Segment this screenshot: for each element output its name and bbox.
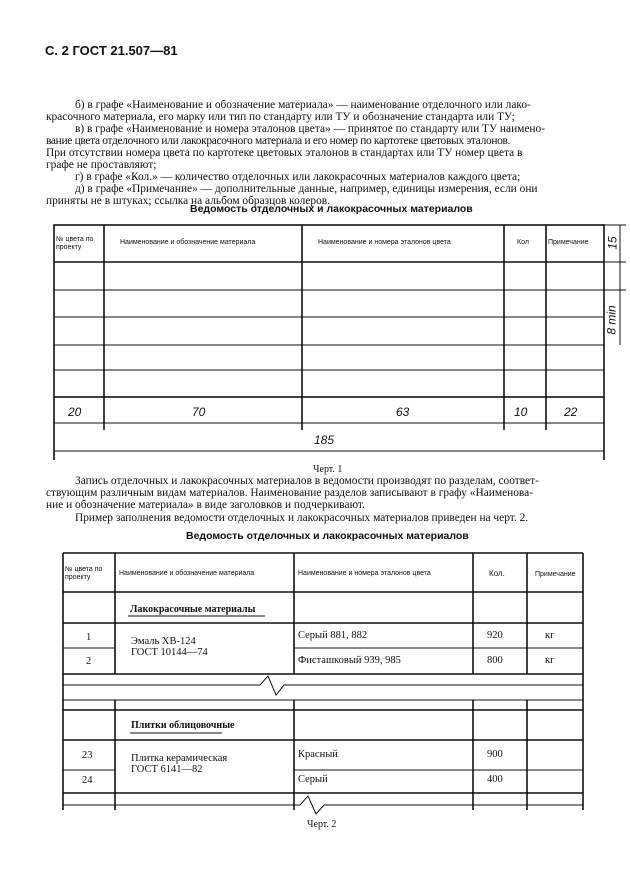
column-header-color: Наименование и номера эталонов цвета: [298, 570, 431, 577]
color-name: Красный: [298, 749, 338, 760]
table1-title: Ведомость отделочных и лакокрасочных материалов: [190, 203, 473, 215]
material-name: Плитка керамическая: [131, 753, 228, 764]
column-header-number: № цвета по проекту: [65, 566, 103, 581]
column-header-qty: Кол: [517, 239, 529, 246]
header-height-label: 15: [605, 236, 620, 250]
paragraph-line: ние и обозначение материала» в виде заголовков и подчеркивают.: [46, 499, 365, 511]
color-name: Серый 881, 882: [298, 630, 368, 641]
row-number: 2: [86, 656, 92, 667]
paragraph-line: При отсутствии номера цвета по картотеке цветовых эталонов в стандартах или ТУ номер цвета в: [46, 147, 523, 159]
paragraph-line: Пример заполнения ведомости отделочных и лакокрасочных материалов приведен на черт. 2.: [75, 512, 529, 524]
column-header-note: Примечание: [548, 239, 589, 246]
row-number: 24: [82, 775, 93, 786]
row-height-label: 8 min: [604, 305, 619, 335]
column-header-color: Наименование и номера эталонов цвета: [318, 239, 451, 246]
column-header-qty: Кол.: [489, 569, 505, 578]
section-heading: Плитки облицовочные: [131, 720, 235, 731]
dimension-label: 63: [396, 405, 410, 419]
row-number: 1: [86, 632, 92, 643]
paragraph-line: вание цвета отделочного или лакокрасочного материала и его номер по картотеке цветовых эталонов.: [46, 135, 511, 147]
unit: кг: [545, 655, 555, 666]
material-name: Эмаль ХВ-124: [131, 636, 196, 647]
dimension-label: 22: [564, 405, 578, 419]
figure-caption-2: Черт. 2: [307, 819, 337, 830]
column-header-note: Примечание: [535, 571, 576, 578]
paragraph-line: д) в графе «Примечание» — дополнительные данные, например, единицы измерения, если они: [75, 183, 538, 195]
paragraph-line: б) в графе «Наименование и обозначение материала» — наименование отделочного или лако-: [75, 99, 531, 111]
quantity: 400: [487, 774, 503, 785]
column-header-material: Наименование и обозначение материала: [120, 239, 256, 246]
paragraph-line: красочного материала, его марку или тип по стандарту или ТУ и обозначение стандарта или ТУ;: [46, 111, 515, 123]
section-heading: Лакокрасочные материалы: [130, 604, 256, 615]
material-standard: ГОСТ 6141—82: [131, 764, 203, 775]
column-header-material: Наименование и обозначение материала: [119, 570, 255, 577]
figure-caption-1: Черт. 1: [313, 464, 343, 475]
page-header: С. 2 ГОСТ 21.507—81: [45, 43, 178, 58]
quantity: 920: [487, 630, 503, 641]
material-standard: ГОСТ 10144—74: [131, 647, 208, 658]
paragraph-line: в) в графе «Наименование и номера эталонов цвета» — принятое по стандарту или ТУ наимено-: [75, 123, 546, 135]
dimension-label: 10: [514, 405, 528, 419]
table2-title: Ведомость отделочных и лакокрасочных материалов: [186, 530, 469, 542]
dimension-label: 20: [68, 405, 82, 419]
dimension-label: 70: [192, 405, 206, 419]
paragraph-line: приняты не в штуках; ссылка на альбом образцов колеров.: [46, 195, 331, 207]
paragraph-line: графе не проставляют;: [46, 159, 157, 171]
column-header-number: № цвета по проекту: [56, 236, 94, 251]
paragraph-line: Запись отделочных и лакокрасочных материалов в ведомости производят по разделам, соответ-: [75, 475, 539, 487]
paragraph-line: г) в графе «Кол.» — количество отделочных или лакокрасочных материалов каждого цвета;: [75, 171, 521, 183]
paragraph-line: ствующим различным видам материалов. Наименование разделов записывают в графу «Наименова-: [46, 487, 533, 499]
quantity: 800: [487, 655, 503, 666]
unit: кг: [545, 630, 555, 641]
row-number: 23: [82, 750, 93, 761]
color-name: Серый: [298, 774, 328, 785]
quantity: 900: [487, 749, 503, 760]
color-name: Фисташковый 939, 985: [298, 655, 401, 666]
total-width-label: 185: [314, 433, 335, 447]
